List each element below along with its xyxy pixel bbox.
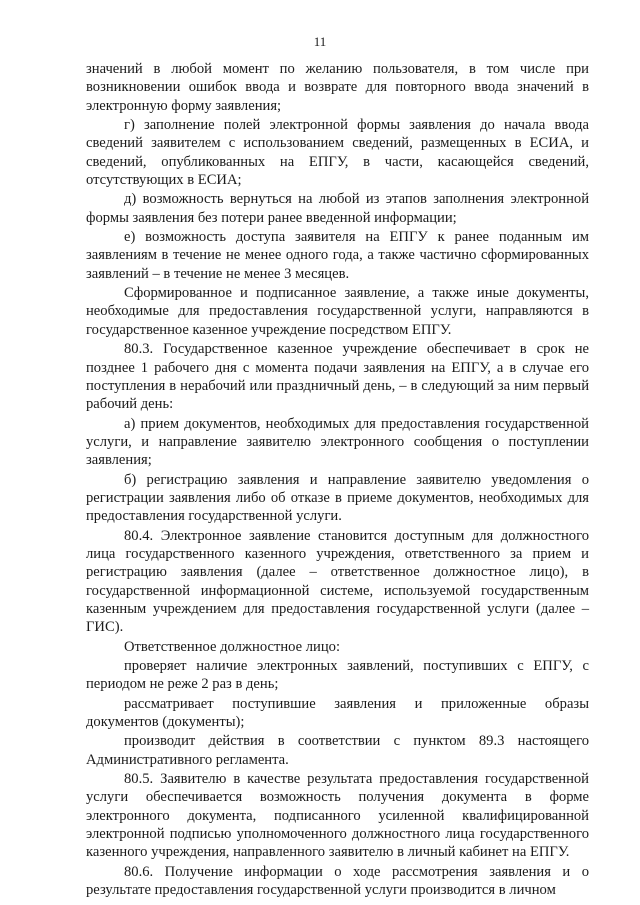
paragraph: д) возможность вернуться на любой из этапов заполнения электронной формы заявления без потери ранее введенной информации; xyxy=(86,191,589,226)
paragraph: е) возможность доступа заявителя на ЕПГУ к ранее поданным им заявлениям в течение не менее одного года, а также частично сформированных заявлений – в течение не менее 3 месяцев. xyxy=(86,229,589,282)
page-number: 11 xyxy=(313,34,327,49)
paragraph: Сформированное и подписанное заявление, а также иные документы, необходимые для предоставления государственной услуги, направляются в государственное казенное учреждение посредством ЕПГУ. xyxy=(86,285,589,338)
paragraph: Ответственное должностное лицо: xyxy=(124,638,340,655)
paragraph: 80.5. Заявителю в качестве результата предоставления государственной услуги обеспечивается возможность получения документа в форме электронного документа, подписанного усиленной квалифицированной электронной подписью уполномоченного должностного лица государственного казенного учреждения, направленного заявителю в личный кабинет на ЕПГУ. xyxy=(86,771,589,861)
paragraph: проверяет наличие электронных заявлений, поступивших с ЕПГУ, с периодом не реже 2 раз в день; xyxy=(86,658,589,693)
paragraph: значений в любой момент по желанию пользователя, в том числе при возникновении ошибок ввода и возврате для повторного ввода значений в электронную форму заявления; xyxy=(86,61,589,114)
paragraph: производит действия в соответствии с пунктом 89.3 настоящего Административного регламента. xyxy=(86,733,589,768)
document-body xyxy=(86,60,589,899)
paragraph: 80.3. Государственное казенное учреждение обеспечивает в срок не позднее 1 рабочего дня с момента подачи заявления на ЕПГУ, а в случае его поступления в нерабочий или праздничный день, – в следующий за ним первый рабочий день: xyxy=(86,341,589,413)
paragraph: 80.4. Электронное заявление становится доступным для должностного лица государственного казенного учреждения, ответственного за прием и регистрацию заявления (далее – ответственное должностное лицо), в государственной информационной системе, используемой государственным казенным учреждением для предоставления государственной услуги (далее – ГИС). xyxy=(86,527,589,636)
paragraph: г) заполнение полей электронной формы заявления до начала ввода сведений заявителем с использованием сведений, размещенных в ЕСИА, и сведений, опубликованных на ЕПГУ, в части, касающейся сведений, отсутствующих в ЕСИА; xyxy=(86,117,589,189)
paragraph: 80.6. Получение информации о ходе рассмотрения заявления и о результате предоставления государственной услуги производится в личном xyxy=(86,863,589,899)
paragraph: рассматривает поступившие заявления и приложенные образы документов (документы); xyxy=(86,695,589,731)
paragraph: б) регистрацию заявления и направление заявителю уведомления о регистрации заявления либо об отказе в приеме документов, необходимых для предоставления государственной услуги. xyxy=(86,471,589,525)
paragraph: а) прием документов, необходимых для предоставления государственной услуги, и направление заявителю электронного сообщения о поступлении заявления; xyxy=(86,415,589,469)
